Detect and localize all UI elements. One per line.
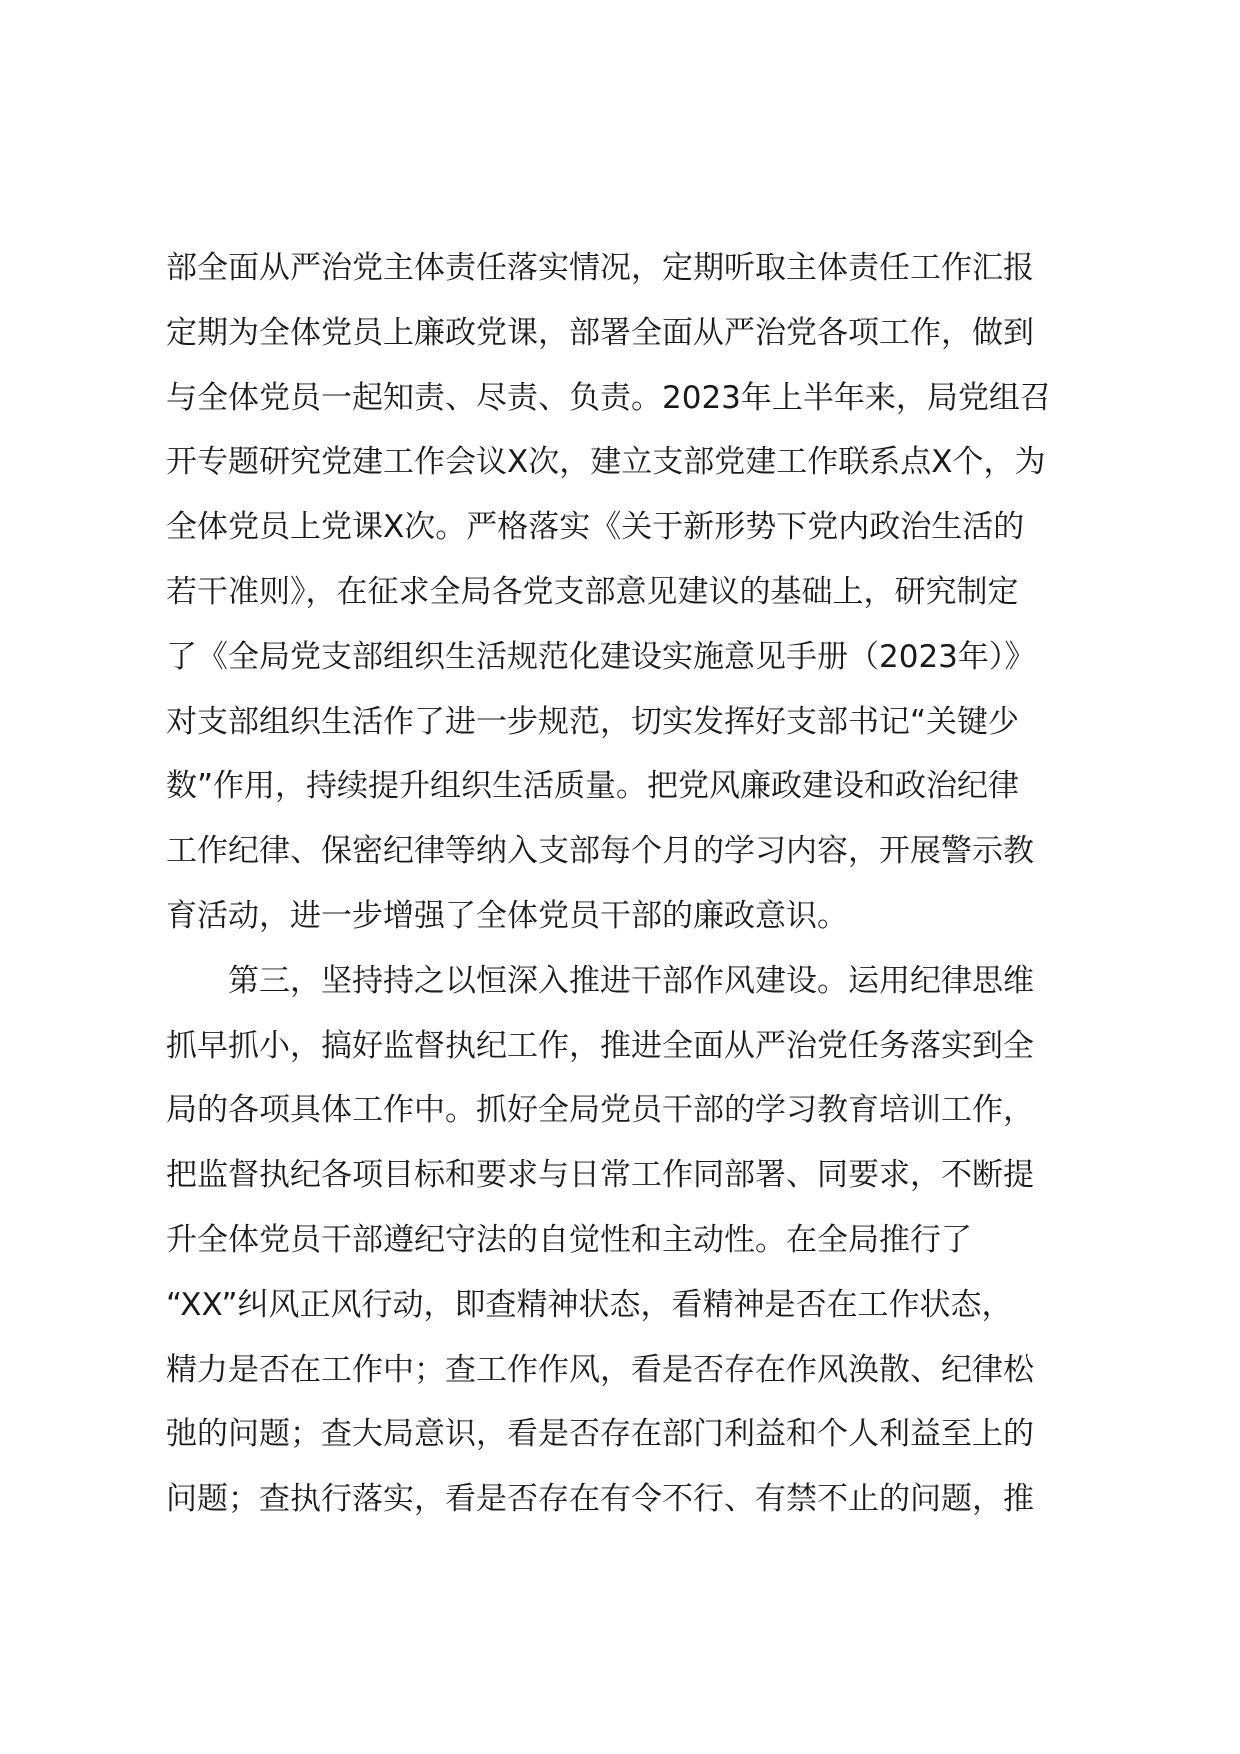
- paragraph-line: 部全面从严治党主体责任落实情况，定期听取主体责任工作汇报: [166, 250, 1034, 286]
- paragraph-line: 升全体党员干部遵纪守法的自觉性和主动性。在全局推行了: [166, 1221, 972, 1258]
- paragraph-line: 开专题研究党建工作会议X次，建立支部党建工作联系点X个，为: [166, 444, 1046, 481]
- paragraph-line: 抓早抓小，搞好监督执纪工作，推进全面从严治党任务落实到全: [166, 1027, 1034, 1064]
- paragraph-line: 把监督执纪各项目标和要求与日常工作同部署、同要求，不断提: [166, 1157, 1034, 1194]
- paragraph-line: 弛的问题；查大局意识，看是否存在部门利益和个人利益至上的: [166, 1416, 1034, 1453]
- paragraph-2: [166, 949, 1106, 1532]
- paragraph-line: 育活动，进一步增强了全体党员干部的廉政意识。: [166, 897, 848, 934]
- paragraph-line: 与全体党员一起知责、尽责、负责。2023年上半年来，局党组召: [166, 379, 1051, 416]
- paragraph-line: 数”作用，持续提升组织生活质量。把党风廉政建设和政治纪律: [166, 768, 1020, 805]
- paragraph-line: 定期为全体党员上廉政党课，部署全面从严治党各项工作，做到: [166, 314, 1034, 351]
- paragraph-line: 第三，坚持持之以恒深入推进干部作风建设。运用纪律思维: [228, 962, 1034, 999]
- paragraph-line: 局的各项具体工作中。抓好全局党员干部的学习教育培训工作，: [166, 1092, 1034, 1129]
- paragraph-line: 对支部组织生活作了进一步规范，切实发挥好支部书记“关键少: [166, 703, 1020, 740]
- paragraph-line: 了《全局党支部组织生活规范化建设实施意见手册（2023年）》: [166, 638, 1036, 675]
- paragraph-line: 全体党员上党课X次。严格落实《关于新形势下党内政治生活的: [166, 509, 1025, 546]
- paragraph-1: [166, 236, 1106, 949]
- paragraph-line: 工作纪律、保密纪律等纳入支部每个月的学习内容，开展警示教: [166, 833, 1034, 870]
- document-body: [166, 236, 1106, 1532]
- paragraph-line: 若干准则》，在征求全局各党支部意见建议的基础上，研究制定: [166, 573, 1019, 610]
- paragraph-line: 问题；查执行落实，看是否存在有令不行、有禁不止的问题，推: [166, 1481, 1034, 1518]
- paragraph-line: 精力是否在工作中；查工作作风，看是否存在作风涣散、纪律松: [166, 1351, 1034, 1388]
- paragraph-line: “XX”纠风正风行动，即查精神状态，看精神是否在工作状态，: [166, 1286, 1013, 1323]
